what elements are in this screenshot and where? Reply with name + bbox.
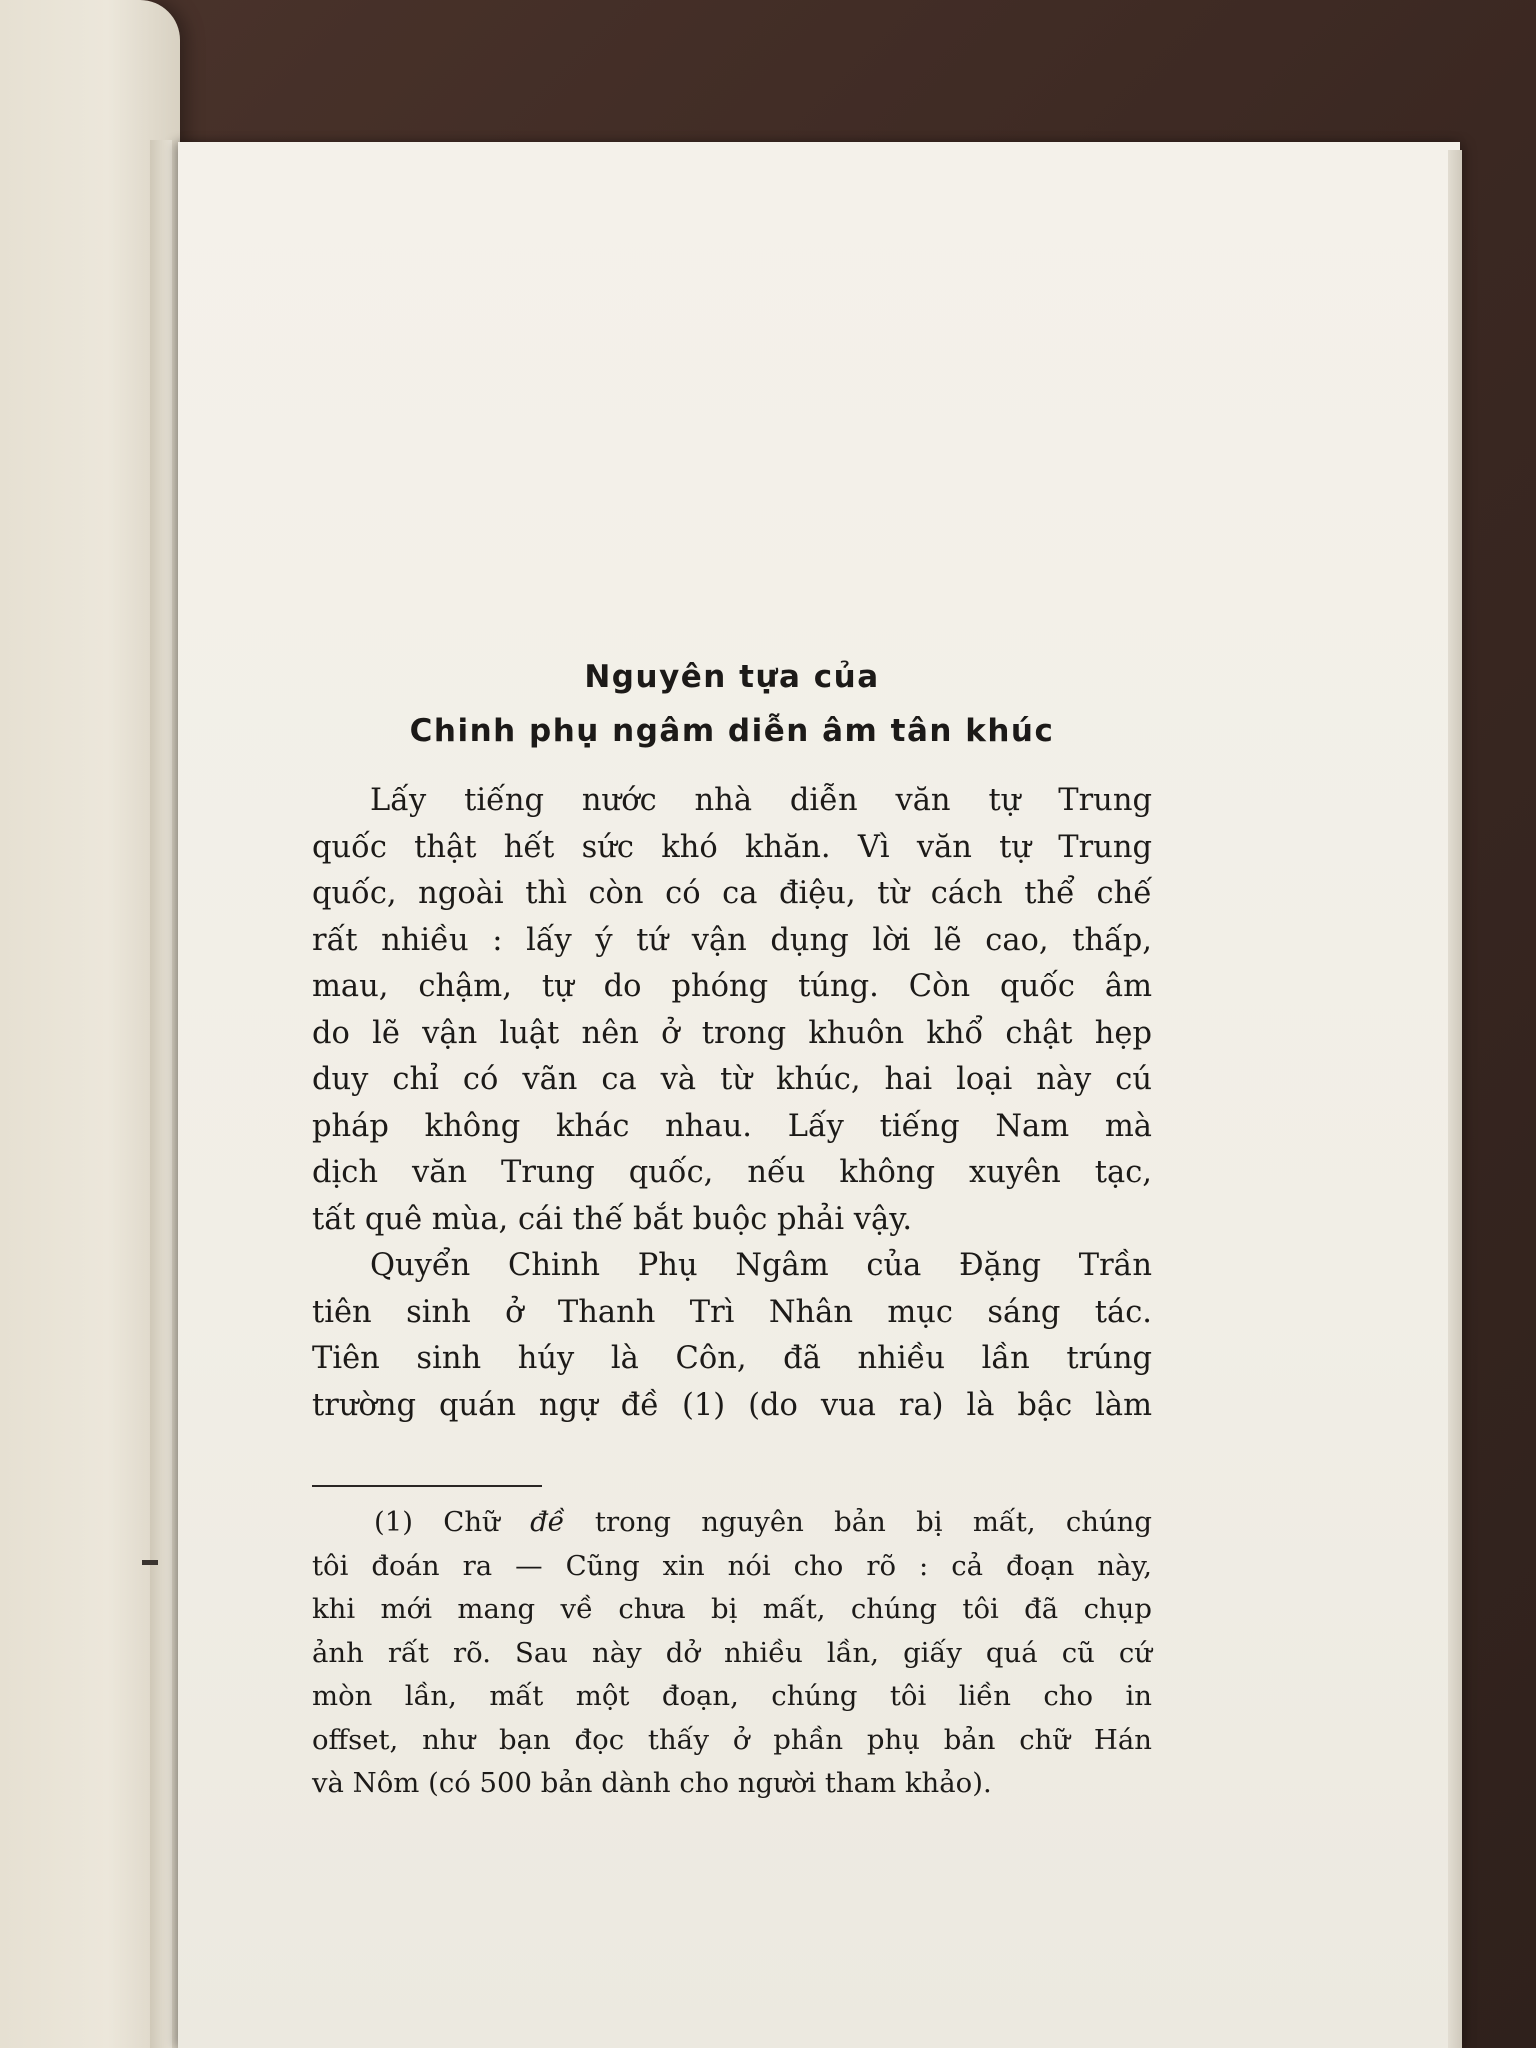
body-text xyxy=(312,778,1152,1429)
footnote-line: khi mới mang về chưa bị mất, chúng tôi đã chụp xyxy=(312,1593,1152,1625)
footnote-marker: (1) xyxy=(374,1506,413,1538)
footnote-line: mòn lần, mất một đoạn, chúng tôi liền cho in xyxy=(312,1680,1152,1712)
paragraph-1 xyxy=(312,778,1152,1243)
text-line: quốc, ngoài thì còn có ca điệu, từ cách thể chế xyxy=(312,876,1152,911)
text-line: quốc thật hết sức khó khăn. Vì văn tự Trung xyxy=(312,829,1152,865)
paragraph-2 xyxy=(312,1243,1152,1429)
binding-mark xyxy=(142,1560,158,1565)
footnote-italic-word: đề xyxy=(530,1506,565,1538)
footnote-line-1-rest: trong nguyên bản bị mất, chúng xyxy=(594,1506,1153,1538)
footnote xyxy=(312,1501,1152,1806)
text-line: tất quê mùa, cái thế bắt buộc phải vậy. xyxy=(312,1201,913,1237)
text-line: tiên sinh ở Thanh Trì Nhân mục sáng tác. xyxy=(312,1294,1152,1330)
footnote-line-1 xyxy=(312,1501,1152,1545)
footnote-line: offset, như bạn đọc thấy ở phần phụ bản chữ Hán xyxy=(312,1723,1152,1756)
title-line-1: Nguyên tựa của xyxy=(584,659,880,695)
text-line: Lấy tiếng nước nhà diễn văn tự Trung xyxy=(370,783,1152,818)
text-line: mau, chậm, tự do phóng túng. Còn quốc âm xyxy=(312,969,1152,1004)
text-line: trường quán ngự đề (1) (do vua ra) là bậc làm xyxy=(312,1387,1152,1423)
text-line: rất nhiều : lấy ý tứ vận dụng lời lẽ cao, thấp, xyxy=(312,922,1152,958)
page-text-block xyxy=(312,650,1152,1806)
footnote-divider xyxy=(312,1485,542,1487)
text-line: do lẽ vận luật nên ở trong khuôn khổ chật hẹp xyxy=(312,1015,1152,1051)
left-page-edge xyxy=(150,140,172,2048)
page-title xyxy=(312,650,1152,758)
footnote-lead: Chữ xyxy=(443,1506,500,1538)
footnote-line: tôi đoán ra — Cũng xin nói cho rõ : cả đoạn này, xyxy=(312,1549,1152,1582)
title-line-2: Chinh phụ ngâm diễn âm tân khúc xyxy=(409,713,1055,749)
text-line: Tiên sinh húy là Côn, đã nhiều lần trúng xyxy=(312,1341,1152,1376)
footnote-line: và Nôm (có 500 bản dành cho người tham khảo). xyxy=(312,1767,992,1799)
text-line: duy chỉ có vãn ca và từ khúc, hai loại này cú xyxy=(312,1062,1152,1097)
right-page-edge xyxy=(1448,150,1462,2048)
text-line: dịch văn Trung quốc, nếu không xuyên tạc, xyxy=(312,1155,1152,1190)
footnote-line: ảnh rất rõ. Sau này dở nhiều lần, giấy quá cũ cứ xyxy=(312,1636,1152,1669)
text-line: pháp không khác nhau. Lấy tiếng Nam mà xyxy=(312,1108,1152,1144)
text-line: Quyển Chinh Phụ Ngâm của Đặng Trần xyxy=(370,1248,1152,1283)
